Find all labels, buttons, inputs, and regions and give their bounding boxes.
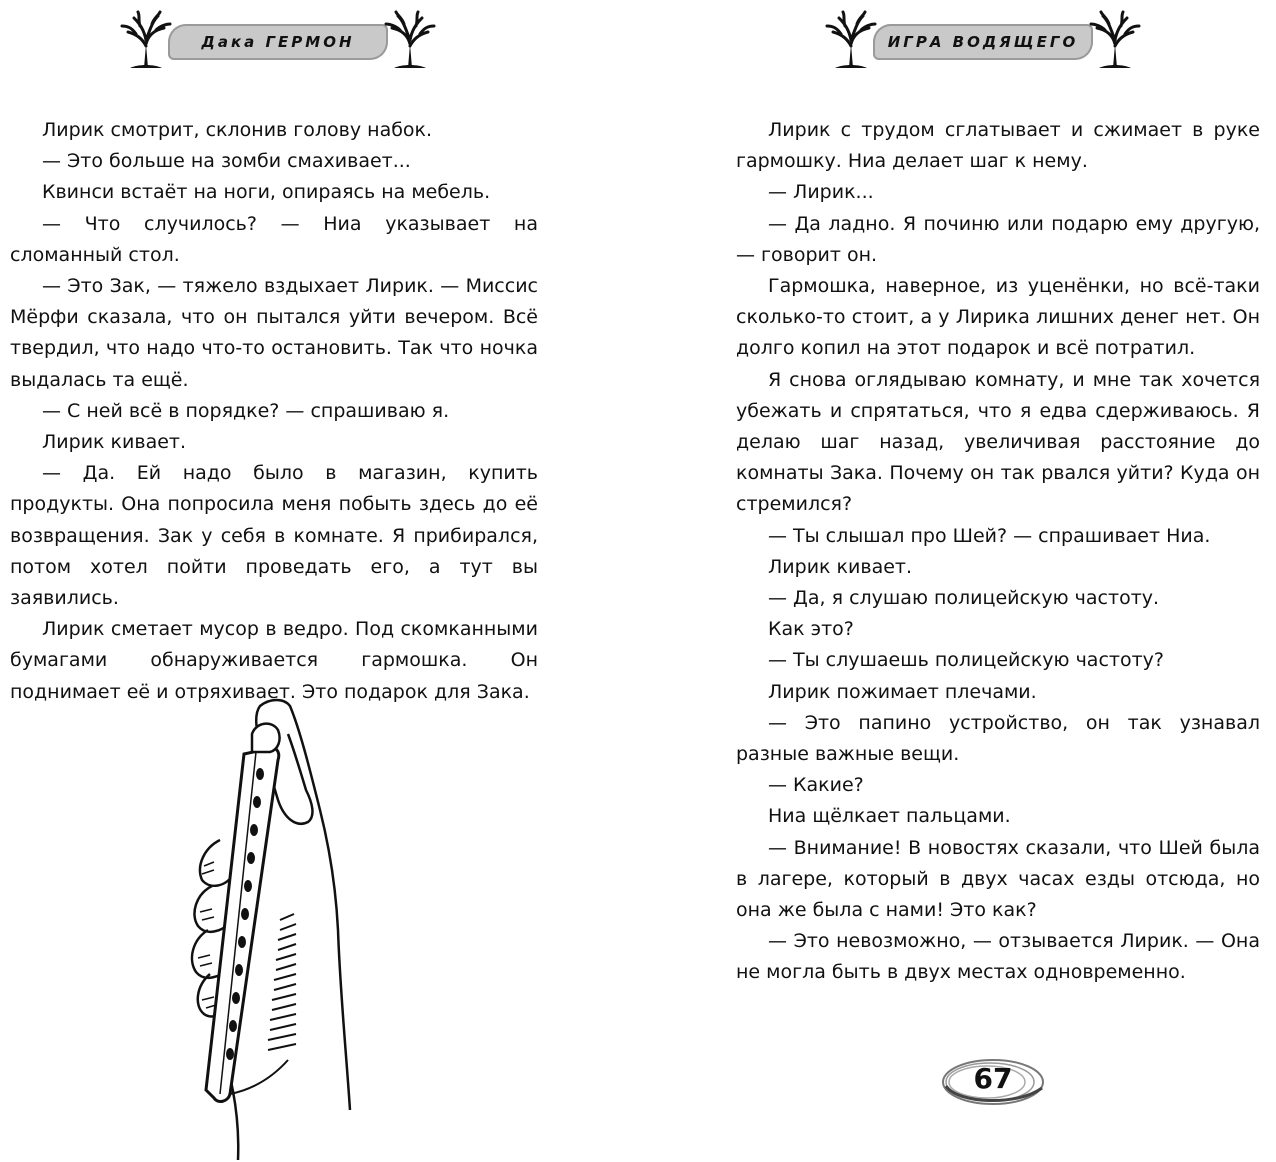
paragraph: — Ты слушаешь полицейскую частоту?: [768, 649, 1164, 672]
header-banner: [873, 24, 1093, 60]
page-number-text: 67: [973, 1062, 1013, 1095]
paragraph: — Ты слышал про Шей? — спрашивает Ниа.: [768, 524, 1211, 547]
page-number: [938, 1052, 1048, 1112]
bare-tree-icon: [382, 10, 438, 70]
paragraph: Ниа щёлкает пальцами.: [768, 805, 1011, 828]
paragraph: Лирик смотрит, склонив голову набок.: [42, 119, 433, 141]
paragraph: — Это Зак, — тяжело вздыхает Лирик. — Миссис Мёрфи сказала, что он пытался уйти вечером. Всё твердил, что надо что-то остановить. Так что ночка выдалась та ещё.: [10, 275, 538, 391]
header-banner: [168, 24, 388, 60]
paragraph: — Какие?: [768, 774, 864, 797]
paragraph: Гармошка, наверное, из уценёнки, но всё-таки сколько-то стоит, а у Лирика лишних денег нет. Он долго копил на этот подарок и всё потратил.: [736, 275, 1260, 360]
paragraph: Как это?: [768, 618, 854, 641]
paragraph: — Да ладно. Я починю или подарю ему другую, — говорит он.: [736, 212, 1260, 266]
paragraph: — Да. Ей надо было в магазин, купить продукты. Она попросила меня побыть здесь до её возвращения. Зак у себя в комнате. Я прибирался, потом хотел пойти проведать его, а тут вы заявились.: [10, 462, 538, 610]
running-header-title: ИГРА ВОДЯЩЕГО: [887, 33, 1079, 51]
paragraph: — С ней всё в порядке? — спрашиваю я.: [42, 399, 450, 422]
paragraph: — Что случилось? — Ниа указывает на сломанный стол.: [10, 212, 538, 266]
running-header-right: [823, 10, 1143, 70]
running-header-title: Дака ГЕРМОН: [201, 33, 355, 51]
paragraph: — Это невозможно, — отзывается Лирик. — Она не могла быть в двух местах одновременно.: [736, 930, 1260, 984]
paragraph: Лирик с трудом сглатывает и сжимает в руке гармошку. Ниа делает шаг к нему.: [736, 119, 1260, 173]
paragraph: — Это больше на зомби смахивает...: [42, 150, 411, 173]
paragraph: — Да, я слушаю полицейскую частоту.: [768, 587, 1160, 610]
right-page: [638, 0, 1276, 1162]
bare-tree-icon: [1087, 10, 1143, 70]
body-text-left: [10, 115, 538, 708]
paragraph: Лирик сметает мусор в ведро. Под скомканными бумагами обнаруживается гармошка. Он поднимает её и отряхивает. Это подарок для Зака.: [10, 618, 538, 703]
paragraph: Лирик пожимает плечами.: [768, 680, 1037, 703]
paragraph: — Внимание! В новостях сказали, что Шей была в лагере, который в двух часах езды отсюда, но она же была с нами! Это как?: [736, 836, 1260, 922]
hand-holding-harmonica-illustration: [160, 690, 380, 1160]
paragraph: — Это папино устройство, он так узнавал разные важные вещи.: [736, 711, 1260, 766]
paragraph: — Лирик...: [768, 181, 874, 204]
paragraph: Лирик кивает.: [768, 555, 913, 578]
bare-tree-icon: [118, 10, 174, 70]
paragraph: Квинси встаёт на ноги, опираясь на мебель.: [42, 181, 491, 204]
paragraph: Лирик кивает.: [42, 431, 187, 454]
paragraph: Я снова оглядываю комнату, и мне так хочется убежать и спрятаться, что я едва сдерживаюсь. Я делаю шаг назад, увеличивая расстояние до комнаты Зака. Почему он так рвался уйти? Куда он стремился?: [736, 368, 1260, 516]
running-header-left: [118, 10, 438, 70]
body-text-right: [736, 115, 1260, 989]
bare-tree-icon: [823, 10, 879, 70]
